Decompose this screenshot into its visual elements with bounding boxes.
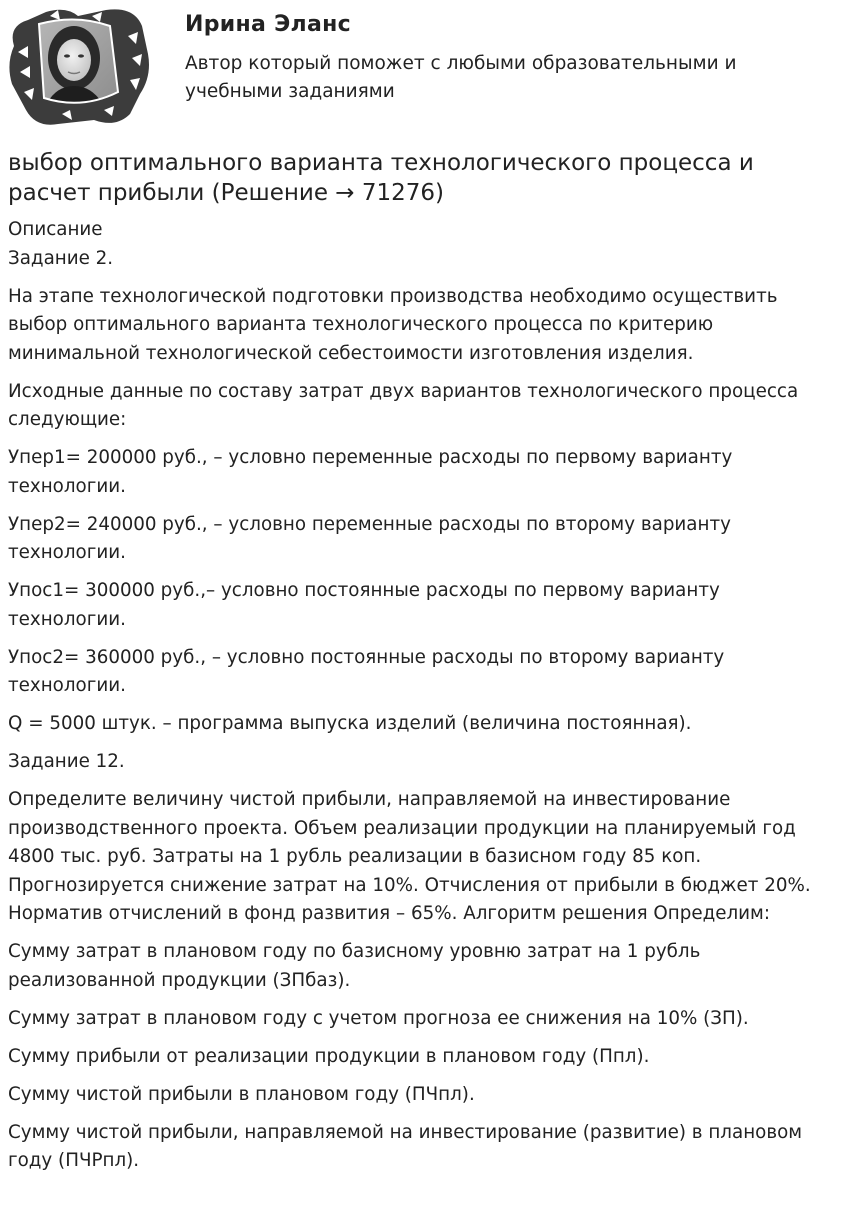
paragraph: На этапе технологической подготовки производства необходимо осуществить выбор оптимального варианта технологического процесса по критерию минимальной технологической себестоимости изготовления изделия. bbox=[8, 285, 778, 364]
paragraph: Упер2= 240000 руб., – условно переменные расходы по второму варианту технологии. bbox=[8, 513, 731, 563]
paragraph: Сумму чистой прибыли в плановом году (ПЧпл). bbox=[8, 1083, 475, 1105]
paragraph: Упер1= 200000 руб., – условно переменные расходы по первому варианту технологии. bbox=[8, 447, 733, 497]
paragraph: Сумму затрат в плановом году с учетом прогноза ее снижения на 10% (ЗП). bbox=[8, 1007, 749, 1029]
paragraph: Сумму затрат в плановом году по базисному уровню затрат на 1 рубль реализованной продукции (ЗПбаз). bbox=[8, 941, 701, 991]
paragraph: Упос2= 360000 руб., – условно постоянные расходы по второму варианту технологии. bbox=[8, 646, 725, 696]
avatar-film-frame-image bbox=[6, 6, 152, 126]
author-name: Ирина Эланс bbox=[185, 12, 351, 37]
paragraph: Q = 5000 штук. – программа выпуска изделий (величина постоянная). bbox=[8, 713, 692, 734]
paragraph: Сумму чистой прибыли, направляемой на инвестирование (развитие) в плановом году (ПЧРпл). bbox=[8, 1121, 803, 1171]
author-description: Автор который поможет с любыми образовательными и учебными заданиями bbox=[185, 53, 737, 102]
paragraph: Сумму прибыли от реализации продукции в плановом году (Ппл). bbox=[8, 1045, 650, 1067]
task-content bbox=[8, 216, 840, 1185]
page-title: выбор оптимального варианта технологического процесса и расчет прибыли (Решение → 71276) bbox=[8, 150, 754, 206]
section-label: Описание bbox=[8, 219, 103, 240]
author-header bbox=[0, 0, 847, 135]
task-12-label: Задание 12. bbox=[8, 751, 125, 772]
task-2-label: Задание 2. bbox=[8, 247, 114, 269]
author-avatar bbox=[6, 6, 152, 126]
paragraph: Определите величину чистой прибыли, направляемой на инвестирование производственного проекта. Объем реализации продукции на планируемый год 4800 тыс. руб. Затраты на 1 рубль реализации в базисном году 85 коп. Прогнозируется снижение затрат на 10%. Отчисления от прибыли в бюджет 20%. Норматив отчислений в фонд развития – 65%. Алгоритм решения Определим: bbox=[8, 789, 811, 924]
paragraph: Упос1= 300000 руб.,– условно постоянные расходы по первому варианту технологии. bbox=[8, 580, 720, 630]
paragraph: Исходные данные по составу затрат двух вариантов технологического процесса следующие: bbox=[8, 380, 799, 430]
